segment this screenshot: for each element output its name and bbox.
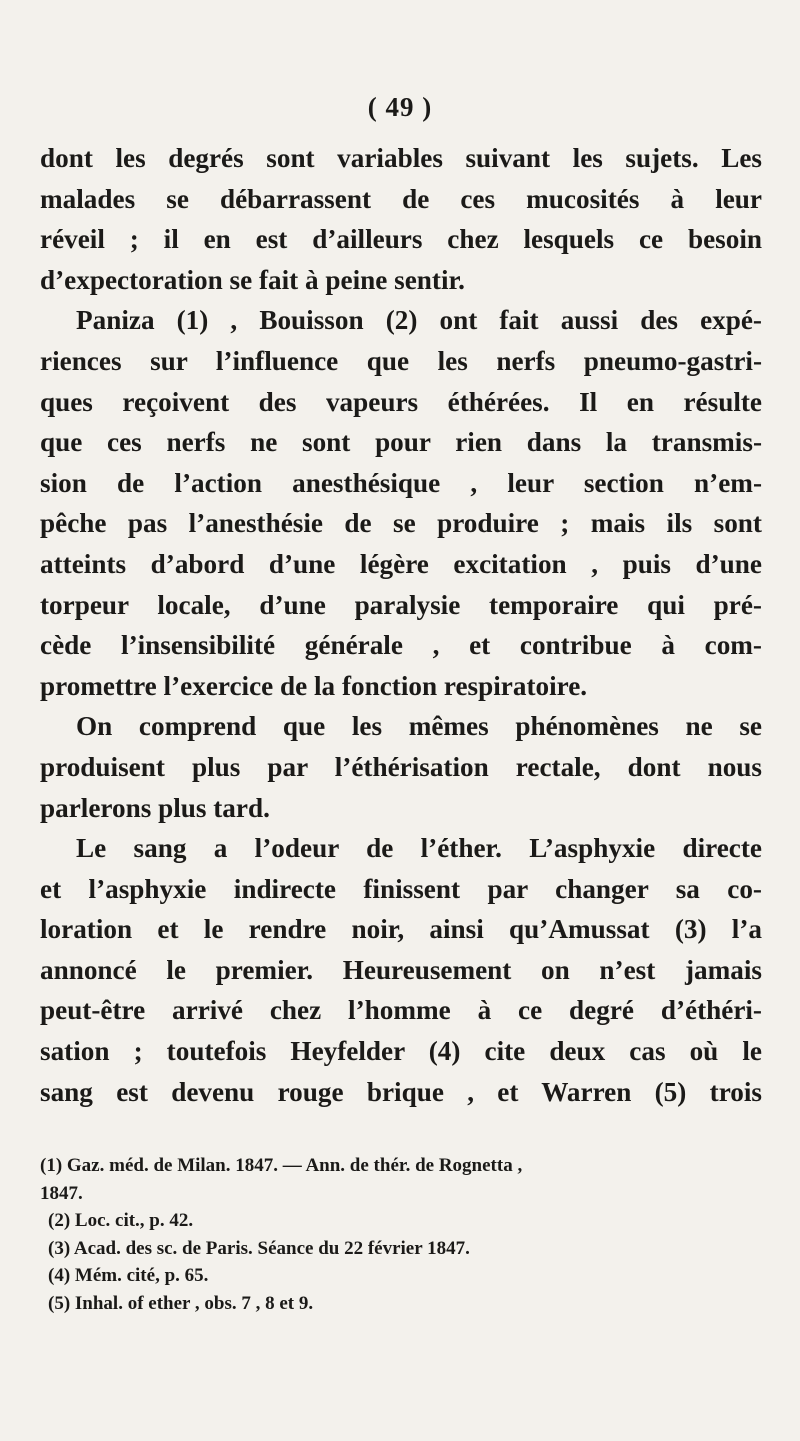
footnote: (4) Mém. cité, p. 65. xyxy=(48,1265,209,1286)
body-line: atteints d’abord d’une légère excitation , puis d’une xyxy=(40,548,762,579)
footnote: (2) Loc. cit., p. 42. xyxy=(48,1210,194,1231)
body-line: On comprend que les mêmes phénomènes ne se xyxy=(76,711,762,742)
body-line: cède l’insensibilité générale , et contribue à com- xyxy=(40,630,762,661)
body-line: torpeur locale, d’une paralysie temporaire qui pré- xyxy=(40,589,762,620)
page-number: ( 49 ) xyxy=(367,92,433,122)
body-line: sion de l’action anesthésique , leur section n’em- xyxy=(40,467,762,498)
footnotes xyxy=(40,1152,780,1317)
body-line: réveil ; il en est d’ailleurs chez lesquels ce besoin xyxy=(40,224,762,255)
body-line: sation ; toutefois Heyfelder (4) cite deux cas où le xyxy=(40,1036,762,1067)
footnote: (1) Gaz. méd. de Milan. 1847. — Ann. de thér. de Rognetta , xyxy=(40,1155,523,1176)
body-line: parlerons plus tard. xyxy=(40,792,270,823)
body-text xyxy=(40,138,762,1112)
footnote: (5) Inhal. of ether , obs. 7 , 8 et 9. xyxy=(48,1292,314,1314)
body-line: Le sang a l’odeur de l’éther. L’asphyxie directe xyxy=(76,833,762,864)
footnote-continuation: 1847. xyxy=(40,1182,83,1204)
body-line: d’expectoration se fait à peine sentir. xyxy=(40,264,465,295)
body-line: produisent plus par l’éthérisation rectale, dont nous xyxy=(40,751,762,782)
body-line: et l’asphyxie indirecte finissent par changer sa co- xyxy=(40,873,762,904)
body-line: que ces nerfs ne sont pour rien dans la transmis- xyxy=(40,427,762,458)
body-line: sang est devenu rouge brique , et Warren (5) trois xyxy=(40,1076,762,1107)
body-line: malades se débarrassent de ces mucosités à leur xyxy=(40,183,762,214)
footnote: (3) Acad. des sc. de Paris. Séance du 22 février 1847. xyxy=(48,1237,470,1259)
body-line: dont les degrés sont variables suivant les sujets. Les xyxy=(40,143,762,173)
body-line: annoncé le premier. Heureusement on n’est jamais xyxy=(40,954,762,985)
body-line: ques reçoivent des vapeurs éthérées. Il en résulte xyxy=(40,386,762,417)
body-line: peut-être arrivé chez l’homme à ce degré d’éthéri- xyxy=(40,995,762,1026)
body-line: loration et le rendre noir, ainsi qu’Amussat (3) l’a xyxy=(40,914,762,945)
body-line: riences sur l’influence que les nerfs pneumo-gastri- xyxy=(40,345,762,376)
body-line: pêche pas l’anesthésie de se produire ; mais ils sont xyxy=(40,508,762,539)
body-line: Paniza (1) , Bouisson (2) ont fait aussi des expé- xyxy=(76,305,762,336)
body-line: promettre l’exercice de la fonction respiratoire. xyxy=(40,670,588,701)
